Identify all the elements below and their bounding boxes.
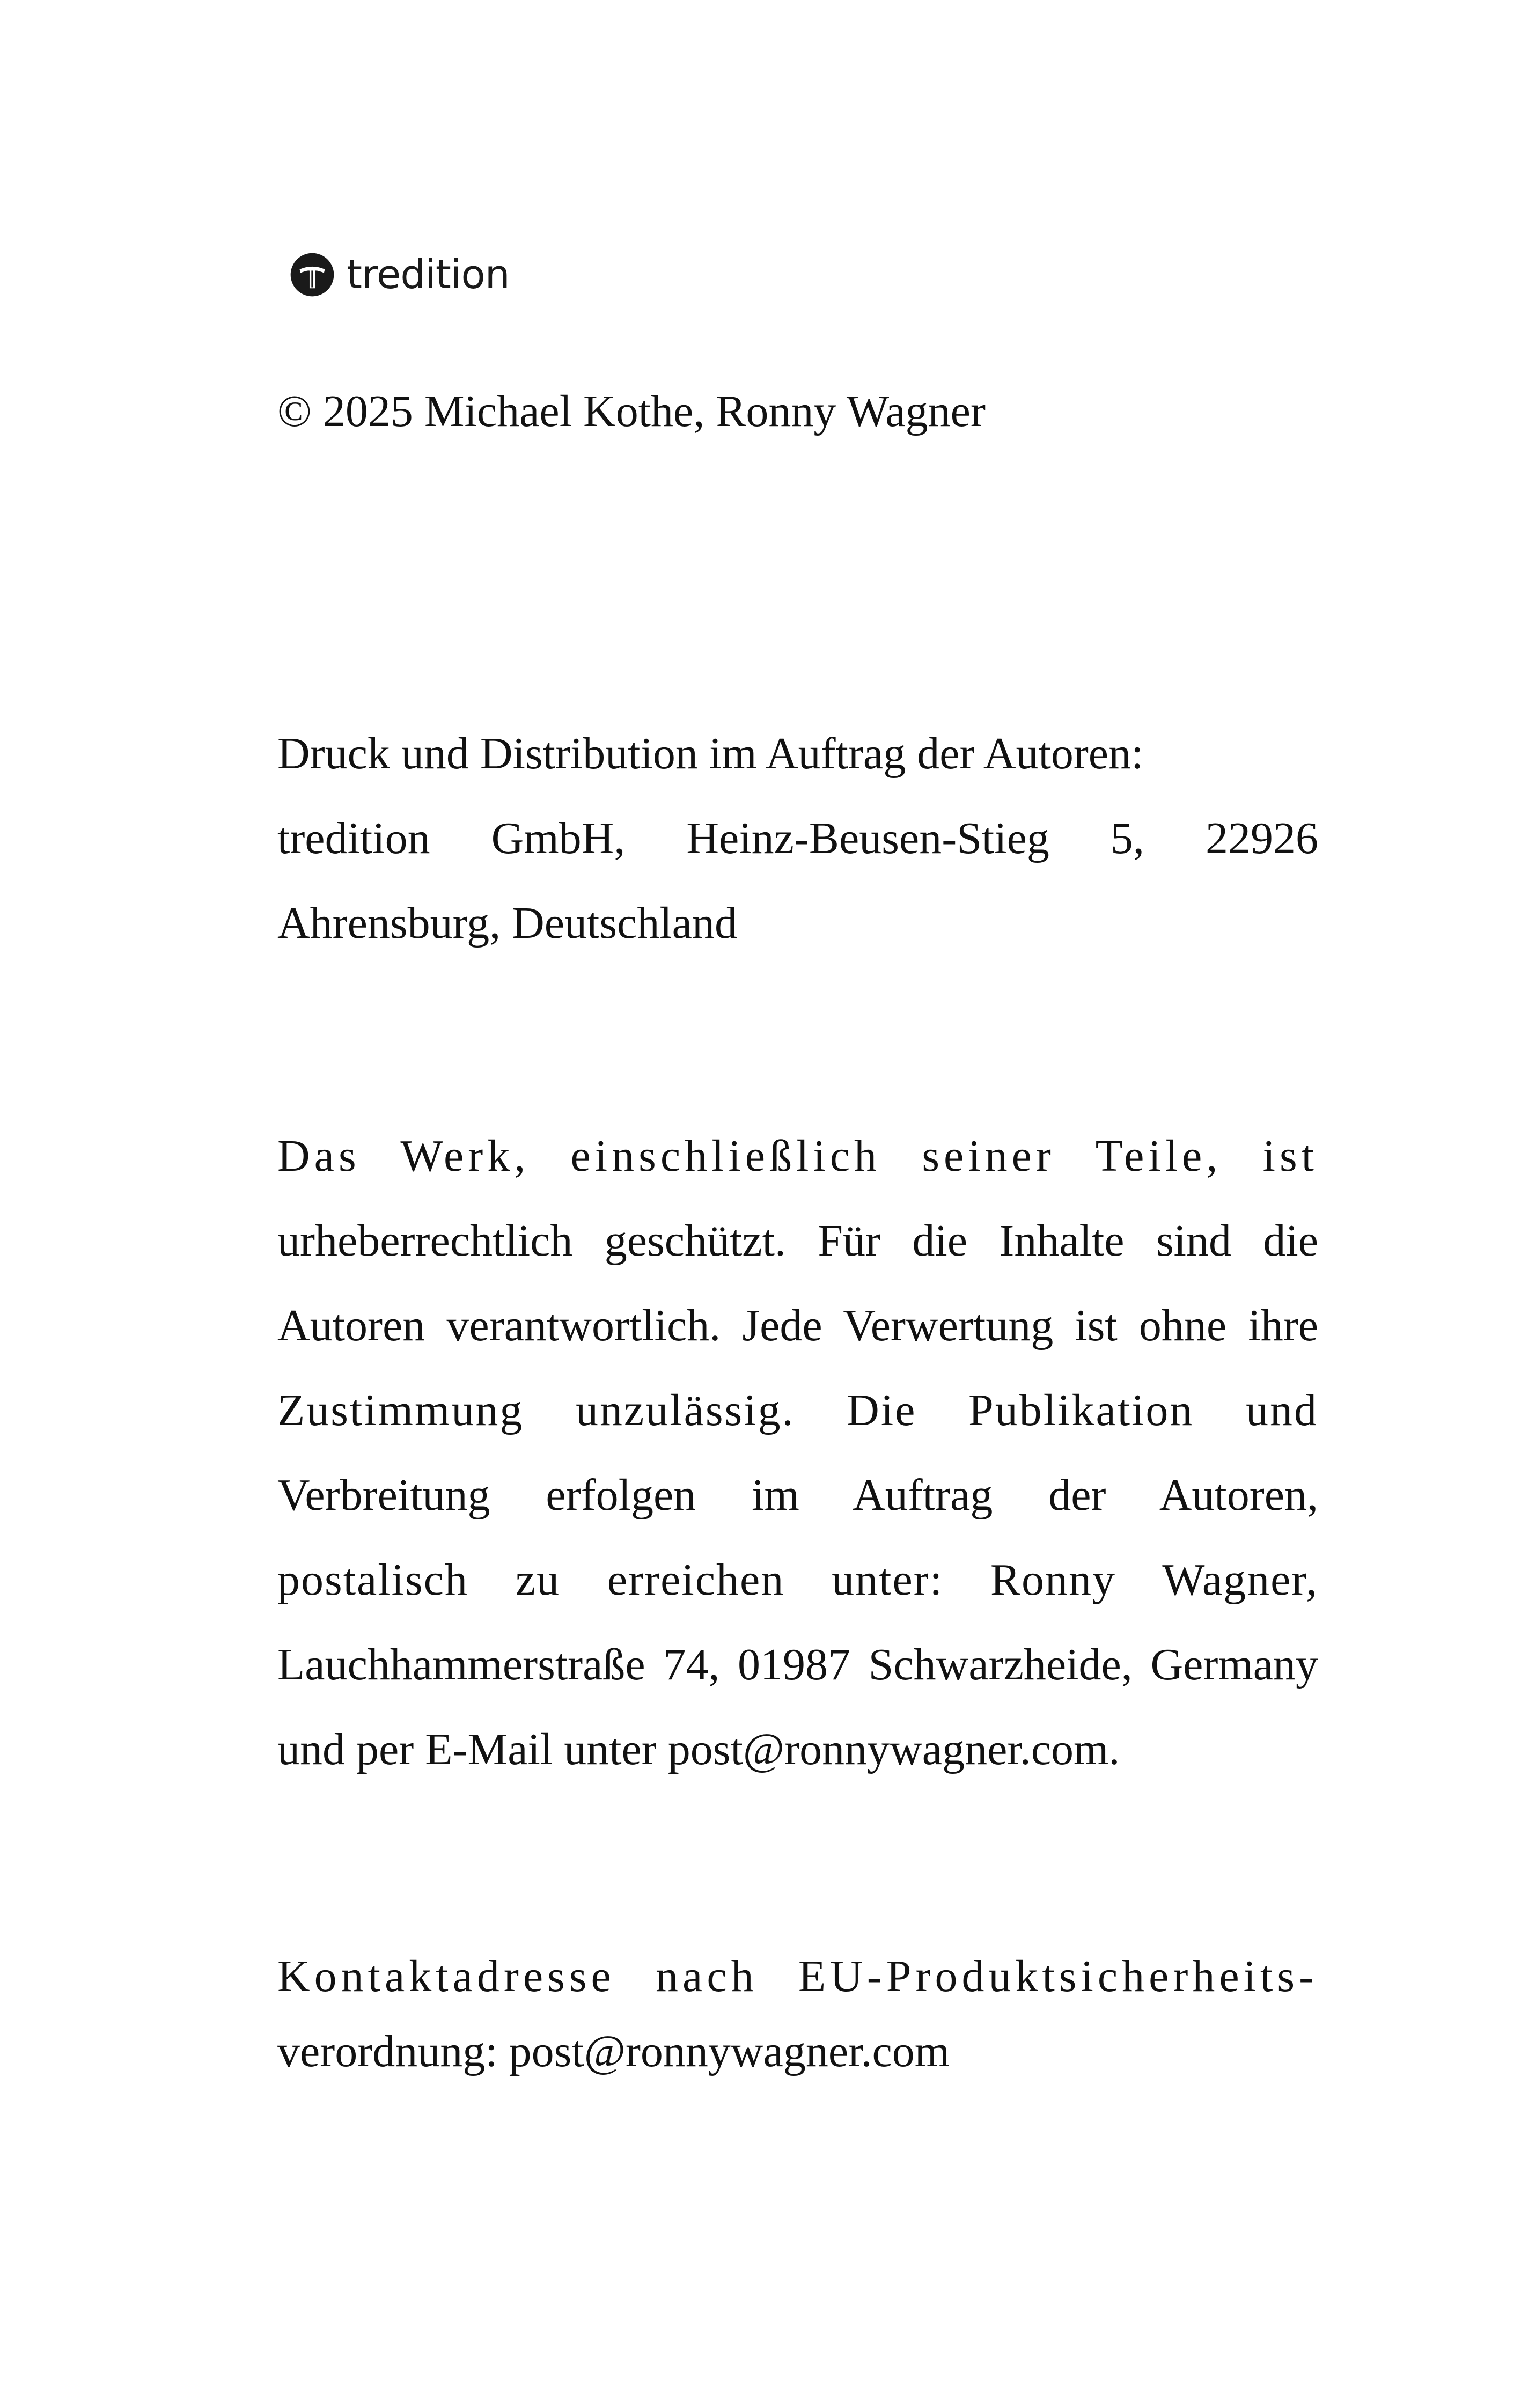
contact-line: verordnung: post@ronnywagner.com — [277, 2027, 950, 2076]
legal-line: und per E-Mail unter post@ronnywagner.com. — [277, 1724, 1120, 1774]
copyright-notice: © 2025 Michael Kothe, Ronny Wagner — [277, 386, 986, 436]
tredition-logo-icon — [290, 252, 335, 297]
legal-line: Lauchhammerstraße 74, 01987 Schwarzheide, Germany — [277, 1640, 1318, 1690]
printer-info — [277, 711, 1318, 966]
legal-line: urheberrechtlich geschützt. Für die Inhalte sind die — [277, 1216, 1318, 1266]
legal-line: Das Werk, einschließlich seiner Teile, ist — [277, 1131, 1318, 1181]
printer-line: tredition GmbH, Heinz-Beusen-Stieg 5, 22926 — [277, 813, 1318, 863]
contact-line: Kontaktadresse nach EU-Produktsicherheits- — [277, 1951, 1318, 2001]
legal-line: Zustimmung unzulässig. Die Publikation und — [277, 1385, 1318, 1435]
legal-line: postalisch zu erreichen unter: Ronny Wagner, — [277, 1555, 1318, 1605]
publisher-logo — [290, 252, 510, 297]
printer-line: Druck und Distribution im Auftrag der Autoren: — [277, 729, 1144, 779]
legal-notice — [277, 1114, 1318, 1792]
legal-line: Autoren verantwortlich. Jede Verwertung ist ohne ihre — [277, 1301, 1318, 1350]
contact-notice — [277, 1939, 1318, 2089]
publisher-name: tredition — [347, 252, 510, 298]
printer-line: Ahrensburg, Deutschland — [277, 898, 737, 948]
legal-line: Verbreitung erfolgen im Auftrag der Autoren, — [277, 1470, 1318, 1520]
